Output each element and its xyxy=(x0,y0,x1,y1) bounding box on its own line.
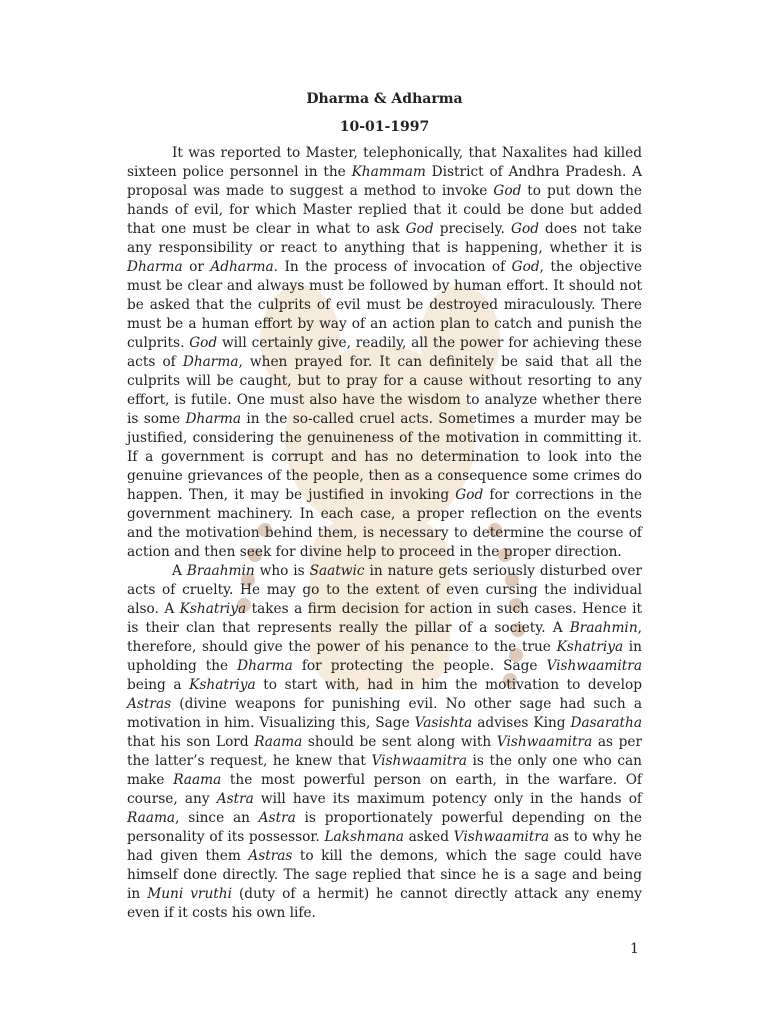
text-run: for protecting the people. Sage xyxy=(292,658,547,674)
text-run: , therefore, should give the power of his penance to the true xyxy=(127,620,642,655)
italic-term: God xyxy=(405,221,434,237)
text-run: or xyxy=(182,259,211,275)
italic-term: Muni vruthi xyxy=(147,886,232,902)
text-run: is proportionately powerful depending on the personality of its possessor. xyxy=(127,810,642,845)
italic-term: Kshatriya xyxy=(556,639,624,655)
italic-term: Vishwaamitra xyxy=(546,658,642,674)
text-run: the most powerful person on earth, in the warfare. Of course, any xyxy=(127,772,643,807)
paragraph-1 xyxy=(127,144,642,562)
text-run: , when prayed for. It can definitely be said that all the culprits will be caught, but to pray for a cause without resorting to any effort, is futile. One must also have the wisdom to analyze whether there is some xyxy=(127,354,642,427)
italic-term: Dharma xyxy=(127,259,183,275)
text-run: to kill the demons, which the sage could have himself done directly. The sage replied that since he is a sage and being in xyxy=(127,848,642,902)
italic-term: Braahmin xyxy=(569,620,638,636)
text-run: does not take any responsibility or react to anything that is happening, whether it is xyxy=(127,221,642,256)
italic-term: Astra xyxy=(216,791,254,807)
text-run: as to why he had given them xyxy=(127,829,643,864)
italic-term: Dharma xyxy=(237,658,293,674)
italic-term: God xyxy=(493,183,522,199)
italic-term: Khammam xyxy=(351,164,426,180)
italic-term: Vishwaamitra xyxy=(496,734,593,750)
italic-term: Raama xyxy=(127,810,176,826)
italic-term: God xyxy=(455,487,484,503)
document-date: 10-01-1997 xyxy=(339,119,430,135)
text-run: takes a firm decision for action in such cases. Hence it is their clan that represents really the pillar of a society. A xyxy=(127,601,642,636)
text-run: being a xyxy=(127,677,190,693)
italic-term: Vasishta xyxy=(414,715,473,731)
text-run: A xyxy=(172,563,187,579)
text-run: , the objective must be clear and always must be followed by human effort. It should not be asked that the culprits of evil must be destroyed miraculously. There must be a human effort by way of an action plan to catch and punish the culprits. xyxy=(127,259,642,351)
italic-term: Raama xyxy=(173,772,222,788)
text-run: is the only one who can make xyxy=(127,753,642,788)
italic-term: Kshatriya xyxy=(189,677,256,693)
italic-term: God xyxy=(511,221,539,237)
italic-term: Vishwaamitra xyxy=(453,829,550,845)
text-run: to start with, had in him the motivation to develop xyxy=(255,677,642,693)
italic-term: Kshatriya xyxy=(179,601,247,617)
text-run: who is xyxy=(254,563,310,579)
text-run: , since an xyxy=(175,810,259,826)
italic-term: Raama xyxy=(254,734,303,750)
italic-term: Adharma xyxy=(210,259,274,275)
text-run: advises King xyxy=(472,715,571,731)
italic-term: God xyxy=(511,259,540,275)
text-run: in upholding the xyxy=(127,639,642,674)
italic-term: Astras xyxy=(127,696,172,712)
document-body xyxy=(127,144,642,923)
text-run: in the so-called cruel acts. Sometimes a murder may be justified, considering the genuineness of the motivation in committing it. If a government is corrupt and has no determination to look into the genuine grievances of the people, then as a consequence some crimes do happen. Then, it may be justified in invoking xyxy=(127,411,642,503)
page-number: 1 xyxy=(630,941,639,957)
text-run: It was reported to Master, telephonically, that Naxalites had killed sixteen police personnel in the xyxy=(127,145,642,180)
italic-term: Dharma xyxy=(182,354,239,370)
text-run: District of Andhra Pradesh. A proposal was made to suggest a method to invoke xyxy=(127,164,642,199)
text-run: to put down the hands of evil, for which Master replied that it could be done but added that one must be clear in what to ask xyxy=(127,183,642,237)
italic-term: Dasaratha xyxy=(570,715,642,731)
text-run: (divine weapons for punishing evil. No other sage had such a motivation in him. Visualizing this, Sage xyxy=(127,696,642,731)
text-run: as per the latter’s request, he knew that xyxy=(127,734,642,769)
text-run: will certainly give, readily, all the power for achieving these acts of xyxy=(127,335,642,370)
italic-term: Vishwaamitra xyxy=(371,753,467,769)
text-run: that his son Lord xyxy=(127,734,255,750)
italic-term: God xyxy=(189,335,218,351)
text-run: (duty of a hermit) he cannot directly attack any enemy even if it costs his own life. xyxy=(127,886,642,921)
text-run: should be sent along with xyxy=(302,734,497,750)
italic-term: Astra xyxy=(258,810,296,826)
text-run: for corrections in the government machinery. In each case, a proper reflection on the events and the motivation behind them, is necessary to determine the course of action and then seek for divine help to proceed in the proper direction. xyxy=(127,487,642,560)
text-run: asked xyxy=(403,829,454,845)
italic-term: Lakshmana xyxy=(324,829,404,845)
text-run: precisely. xyxy=(433,221,512,237)
document-title: Dharma & Adharma xyxy=(306,91,463,107)
italic-term: Saatwic xyxy=(309,563,365,579)
text-run: . In the process of invocation of xyxy=(273,259,512,275)
italic-term: Braahmin xyxy=(186,563,255,579)
italic-term: Astras xyxy=(248,848,293,864)
document-page xyxy=(127,88,642,923)
text-run: in nature gets seriously disturbed over acts of cruelty. He may go to the extent of even cursing the individual also. A xyxy=(127,563,642,617)
paragraph-2 xyxy=(127,562,642,923)
italic-term: Dharma xyxy=(185,411,242,427)
text-run: will have its maximum potency only in the hands of xyxy=(253,791,642,807)
